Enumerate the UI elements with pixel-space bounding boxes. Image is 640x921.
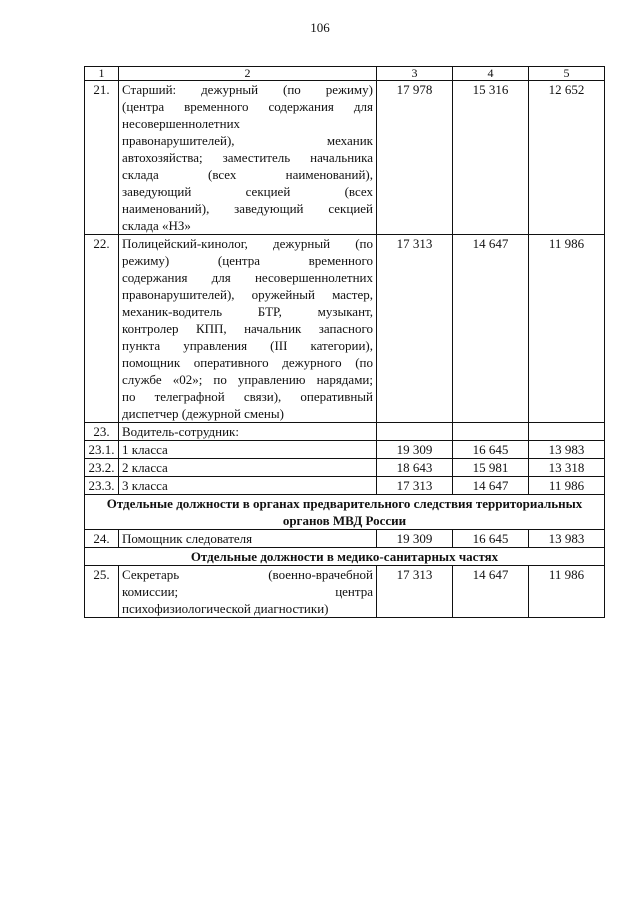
section-heading-row	[85, 495, 605, 530]
table-row	[85, 530, 605, 548]
section-heading: Отдельные должности в органах предварительного следствия территориальных органов МВД России	[85, 495, 605, 530]
position-name	[119, 530, 377, 548]
position-name	[119, 441, 377, 459]
salary-value-col-5: 11 986	[529, 235, 605, 423]
salary-table	[84, 66, 605, 618]
position-name-line: Старший: дежурный (по режиму)	[122, 82, 373, 97]
table-row	[85, 423, 605, 441]
position-name-line: заведующий секцией (всех	[122, 184, 373, 199]
position-name-line: 2 класса	[122, 460, 168, 475]
salary-value-col-5: 11 986	[529, 477, 605, 495]
position-name	[119, 235, 377, 423]
column-header: 3	[377, 67, 453, 81]
column-header: 2	[119, 67, 377, 81]
table-row	[85, 459, 605, 477]
table-body	[85, 67, 605, 618]
salary-value-col-3: 17 313	[377, 566, 453, 618]
position-name-line: автохозяйства; заместитель начальника	[122, 150, 373, 165]
position-name-line: службе «02»; по управлению нарядами;	[122, 372, 373, 387]
salary-value-col-5: 13 983	[529, 530, 605, 548]
salary-value-col-5: 13 983	[529, 441, 605, 459]
salary-value-col-5: 12 652	[529, 81, 605, 235]
salary-value-col-5: 13 318	[529, 459, 605, 477]
position-name-line: содержания для несовершеннолетних	[122, 270, 373, 285]
position-name-line: Помощник следователя	[122, 531, 253, 546]
position-name-line: наименований), заведующий секцией	[122, 201, 373, 216]
salary-value-col-4	[453, 423, 529, 441]
salary-value-col-3	[377, 423, 453, 441]
salary-value-col-5	[529, 423, 605, 441]
salary-value-col-4: 14 647	[453, 477, 529, 495]
page-number: 106	[310, 20, 330, 35]
table-row	[85, 235, 605, 423]
position-name-line: (центра временного содержания для	[122, 99, 373, 114]
position-name-line: Секретарь (военно-врачебной	[122, 567, 373, 582]
position-name-line: правонарушителей), механик	[122, 133, 373, 148]
row-number: 25.	[85, 566, 119, 618]
position-name-line: психофизиологической диагностики)	[122, 601, 329, 616]
table-row	[85, 566, 605, 618]
salary-value-col-3: 18 643	[377, 459, 453, 477]
position-name-line: 1 класса	[122, 442, 168, 457]
position-name-line: диспетчер (дежурной смены)	[122, 406, 284, 421]
position-name-line: Водитель-сотрудник:	[122, 424, 239, 439]
salary-value-col-4: 16 645	[453, 530, 529, 548]
position-name-line: режиму) (центра временного	[122, 253, 373, 268]
row-number: 23.2.	[85, 459, 119, 477]
position-name-line: контролер КПП, начальник запасного	[122, 321, 373, 336]
row-number: 23.	[85, 423, 119, 441]
salary-value-col-4: 14 647	[453, 235, 529, 423]
salary-value-col-4: 16 645	[453, 441, 529, 459]
salary-value-col-4: 15 981	[453, 459, 529, 477]
position-name	[119, 423, 377, 441]
position-name	[119, 81, 377, 235]
table-row	[85, 441, 605, 459]
header-row	[85, 67, 605, 81]
salary-value-col-3: 17 313	[377, 477, 453, 495]
row-number: 24.	[85, 530, 119, 548]
column-header: 4	[453, 67, 529, 81]
row-number: 21.	[85, 81, 119, 235]
position-name-line: по телеграфной связи), оперативный	[122, 389, 373, 404]
row-number: 23.1.	[85, 441, 119, 459]
salary-value-col-3: 19 309	[377, 441, 453, 459]
salary-value-col-5: 11 986	[529, 566, 605, 618]
position-name-line: правонарушителей), оружейный мастер,	[122, 287, 373, 302]
salary-value-col-3: 17 978	[377, 81, 453, 235]
position-name-line: склада (всех наименований),	[122, 167, 373, 182]
table-row	[85, 81, 605, 235]
position-name	[119, 566, 377, 618]
position-name-line: 3 класса	[122, 478, 168, 493]
position-name-line: помощник оперативного дежурного (по	[122, 355, 373, 370]
section-heading: Отдельные должности в медико-санитарных частях	[85, 548, 605, 566]
table-row	[85, 477, 605, 495]
position-name-line: комиссии; центра	[122, 584, 373, 599]
section-heading-row	[85, 548, 605, 566]
position-name	[119, 477, 377, 495]
salary-value-col-4: 15 316	[453, 81, 529, 235]
salary-value-col-3: 19 309	[377, 530, 453, 548]
position-name-line: склада «НЗ»	[122, 218, 191, 233]
position-name-line: механик-водитель БТР, музыкант,	[122, 304, 373, 319]
position-name	[119, 459, 377, 477]
position-name-line: несовершеннолетних	[122, 116, 241, 131]
column-header: 1	[85, 67, 119, 81]
position-name-line: Полицейский-кинолог, дежурный (по	[122, 236, 373, 251]
position-name-line: пункта управления (III категории),	[122, 338, 373, 353]
salary-value-col-4: 14 647	[453, 566, 529, 618]
salary-value-col-3: 17 313	[377, 235, 453, 423]
column-header: 5	[529, 67, 605, 81]
row-number: 23.3.	[85, 477, 119, 495]
row-number: 22.	[85, 235, 119, 423]
